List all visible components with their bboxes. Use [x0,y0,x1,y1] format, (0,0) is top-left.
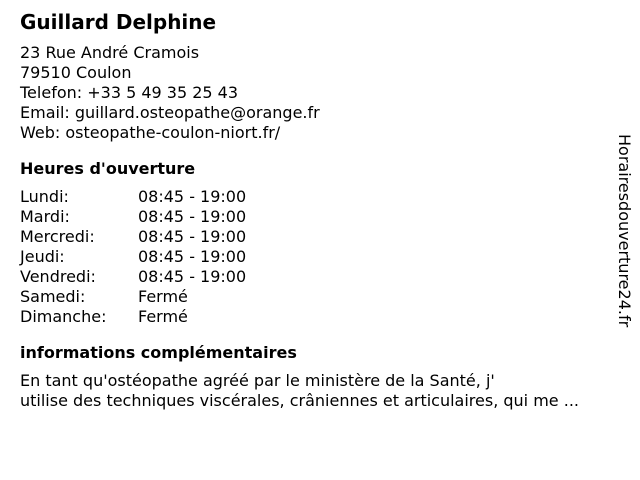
site-watermark: Horairesdouverture24.fr [615,134,634,328]
additional-info-title: informations complémentaires [20,343,297,362]
hours-time: Fermé [138,287,188,306]
hours-time: 08:45 - 19:00 [138,247,247,266]
hours-day: Dimanche: [20,307,107,326]
hours-time: 08:45 - 19:00 [138,207,247,226]
business-name: Guillard Delphine [20,10,217,34]
additional-info-line-1: En tant qu'ostéopathe agréé par le ministère de la Santé, j' [20,371,495,390]
hours-row-tuesday [20,207,620,227]
business-card [20,9,620,411]
hours-row-monday [20,187,620,207]
hours-day: Mercredi: [20,227,95,246]
address-city: 79510 Coulon [20,63,132,82]
hours-time: 08:45 - 19:00 [138,267,247,286]
hours-day: Mardi: [20,207,70,226]
additional-info-text [20,371,620,411]
opening-hours-table [20,187,620,327]
hours-time: Fermé [138,307,188,326]
address-street: 23 Rue André Cramois [20,43,200,62]
additional-info-line-2: utilise des techniques viscérales, crâniennes et articulaires, qui me ... [20,391,579,410]
hours-time: 08:45 - 19:00 [138,227,247,246]
hours-day: Jeudi: [20,247,65,266]
hours-day: Lundi: [20,187,69,206]
hours-row-saturday [20,287,620,307]
hours-row-friday [20,267,620,287]
opening-hours-title: Heures d'ouverture [20,159,196,178]
hours-day: Vendredi: [20,267,96,286]
email-line[interactable]: Email: guillard.osteopathe@orange.fr [20,103,320,122]
hours-row-sunday [20,307,620,327]
hours-row-wednesday [20,227,620,247]
hours-row-thursday [20,247,620,267]
hours-day: Samedi: [20,287,86,306]
phone-line[interactable]: Telefon: +33 5 49 35 25 43 [20,83,239,102]
hours-time: 08:45 - 19:00 [138,187,247,206]
website-line[interactable]: Web: osteopathe-coulon-niort.fr/ [20,123,281,142]
